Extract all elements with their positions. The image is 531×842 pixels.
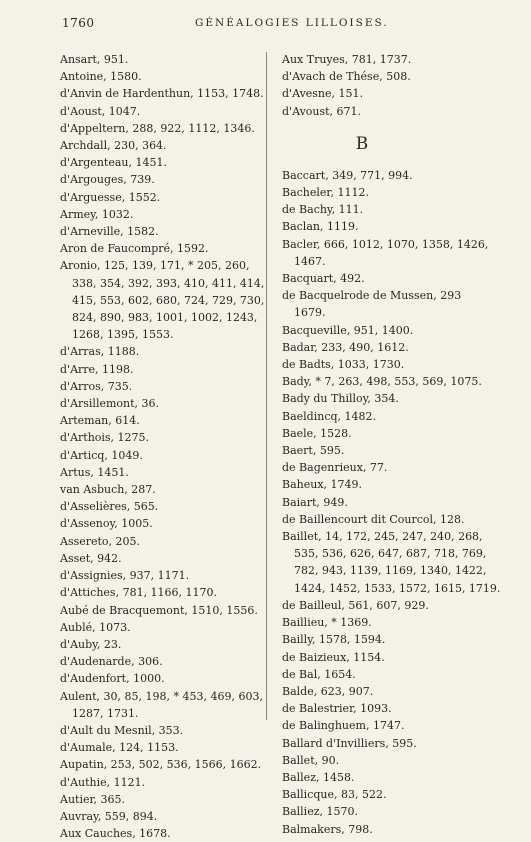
index-entry: 1679. [294, 306, 326, 320]
index-entry: de Bachy, 111. [282, 203, 364, 217]
index-entry: Ballard d'Invilliers, 595. [282, 736, 417, 750]
index-entry: d'Asselières, 565. [60, 500, 159, 514]
index-entry: Antoine, 1580. [60, 70, 142, 84]
index-entry: 535, 536, 626, 647, 687, 718, 769, [294, 547, 487, 561]
index-entry: Bady du Thilloy, 354. [282, 392, 399, 406]
index-entry: Asset, 942. [60, 551, 122, 565]
index-entry: de Balestrier, 1093. [282, 702, 392, 716]
index-entry: Baccart, 349, 771, 994. [282, 168, 413, 182]
index-entry: d'Ault du Mesnil, 353. [60, 723, 184, 737]
index-entry: Baillet, 14, 172, 245, 247, 240, 268, [282, 530, 483, 544]
index-entry: Arteman, 614. [60, 414, 140, 428]
index-entry: 824, 890, 983, 1001, 1002, 1243, [72, 311, 258, 325]
index-entry: d'Articq, 1049. [60, 448, 143, 462]
index-entry: 415, 553, 602, 680, 724, 729, 730, [72, 293, 265, 307]
index-entry: d'Arras, 1188. [60, 345, 140, 359]
index-entry: van Asbuch, 287. [60, 483, 156, 497]
index-entry: d'Aoust, 1047. [60, 104, 141, 118]
index-entry: 338, 354, 392, 393, 410, 411, 414, [72, 276, 265, 290]
index-entry: de Bailleul, 561, 607, 929. [282, 598, 429, 612]
right-b-entries [282, 167, 501, 838]
index-entry: Bacqueville, 951, 1400. [282, 323, 414, 337]
index-entry: 1268, 1395, 1553. [72, 328, 174, 342]
index-entry: 1287, 1731. [72, 706, 139, 720]
index-entry: d'Assignies, 937, 1171. [60, 569, 190, 583]
index-entry: Armey, 1032. [60, 207, 134, 221]
index-entry: Baillieu, * 1369. [282, 616, 372, 630]
index-entry: Bacquart, 492. [282, 272, 365, 286]
index-entry: de Bacquelrode de Mussen, 293 [282, 289, 462, 303]
index-entry: d'Arguesse, 1552. [60, 190, 161, 204]
index-entry: Assereto, 205. [60, 534, 141, 548]
index-entry: Ansart, 951. [60, 53, 129, 66]
index-entry: Aublé, 1073. [60, 620, 131, 634]
index-entry: d'Argouges, 739. [60, 173, 155, 187]
section-letter-b: B [355, 133, 369, 154]
index-entry: de Badts, 1033, 1730. [282, 358, 405, 372]
index-entry: d'Anvin de Hardenthun, 1153, 1748. [60, 87, 264, 101]
index-entry: Baiart, 949. [282, 495, 348, 509]
index-entry: Baert, 595. [282, 444, 345, 458]
index-entry: Aux Truyes, 781, 1737. [282, 53, 412, 66]
index-entry: Bailly, 1578, 1594. [282, 633, 386, 647]
index-entry: d'Appeltern, 288, 922, 1112, 1346. [60, 121, 255, 135]
index-entry: Auvray, 559, 894. [60, 809, 158, 823]
index-entry: Bady, * 7, 263, 498, 553, 569, 1075. [282, 375, 482, 389]
index-entry: Baeldincq, 1482. [282, 409, 376, 423]
index-entry: d'Authie, 1121. [60, 775, 146, 789]
index-entry: Ballez, 1458. [282, 770, 355, 784]
column-divider [266, 52, 267, 720]
index-entry: d'Arre, 1198. [60, 362, 134, 376]
index-column-left [60, 51, 265, 842]
index-entry: Balmakers, 798. [282, 822, 373, 836]
index-entry: Bacheler, 1112. [282, 186, 369, 200]
index-entry: d'Arthois, 1275. [60, 431, 150, 445]
index-entry: d'Argenteau, 1451. [60, 156, 167, 170]
index-entry: Ballicque, 83, 522. [282, 788, 387, 802]
index-entry: d'Audenarde, 306. [60, 655, 163, 669]
index-entry: Aron de Faucompré, 1592. [60, 242, 209, 256]
index-entry: d'Assenoy, 1005. [60, 517, 153, 531]
index-entry: de Baillencourt dit Courcol, 128. [282, 512, 465, 526]
index-entry: d'Arneville, 1582. [60, 225, 159, 239]
index-entry: Ballet, 90. [282, 753, 340, 767]
index-entry: d'Arros, 735. [60, 379, 133, 393]
right-top-entries [282, 51, 472, 120]
index-entry: d'Avach de Thése, 508. [282, 70, 411, 84]
index-entry: Aux Cauches, 1678. [60, 827, 171, 841]
index-entry: Baheux, 1749. [282, 478, 363, 492]
index-entry: d'Audenfort, 1000. [60, 672, 165, 686]
index-entry: Archdall, 230, 364. [60, 139, 167, 153]
index-entry: Balliez, 1570. [282, 805, 358, 819]
index-entry: de Bal, 1654. [282, 667, 356, 681]
index-entry: Artus, 1451. [60, 465, 129, 479]
index-entry: Balde, 623, 907. [282, 684, 374, 698]
index-entry: de Bagenrieux, 77. [282, 461, 388, 475]
index-entry: Aulent, 30, 85, 198, * 453, 469, 603, [60, 689, 263, 703]
index-entry: d'Attiches, 781, 1166, 1170. [60, 586, 218, 600]
running-title: GÉNÉALOGIES LILLOISES. [195, 17, 389, 29]
index-entry: Bacler, 666, 1012, 1070, 1358, 1426, [282, 237, 489, 251]
index-entry: d'Avoust, 671. [282, 104, 362, 118]
index-entry: 1467. [294, 254, 326, 268]
index-entry: Aupatin, 253, 502, 536, 1566, 1662. [60, 758, 262, 772]
index-entry: d'Auby, 23. [60, 637, 122, 651]
index-entry: 1424, 1452, 1533, 1572, 1615, 1719. [294, 581, 501, 595]
index-entry: Baclan, 1119. [282, 220, 359, 234]
page-header [0, 0, 531, 40]
index-entry: Baele, 1528. [282, 426, 352, 440]
index-entry: de Balinghuem, 1747. [282, 719, 405, 733]
index-entry: Badar, 233, 490, 1612. [282, 340, 409, 354]
index-entry: d'Avesne, 151. [282, 87, 364, 101]
index-entry: Aubé de Bracquemont, 1510, 1556. [60, 603, 258, 617]
page-number: 1760 [62, 16, 95, 30]
index-entry: de Baizieux, 1154. [282, 650, 385, 664]
index-column-right [282, 51, 501, 838]
index-entry: d'Aumale, 124, 1153. [60, 741, 179, 755]
index-entry: d'Arsillemont, 36. [60, 397, 160, 411]
index-entry: Aronio, 125, 139, 171, * 205, 260, [60, 259, 250, 273]
index-entry: Autier, 365. [60, 792, 126, 806]
index-entry: 782, 943, 1139, 1169, 1340, 1422, [294, 564, 487, 578]
